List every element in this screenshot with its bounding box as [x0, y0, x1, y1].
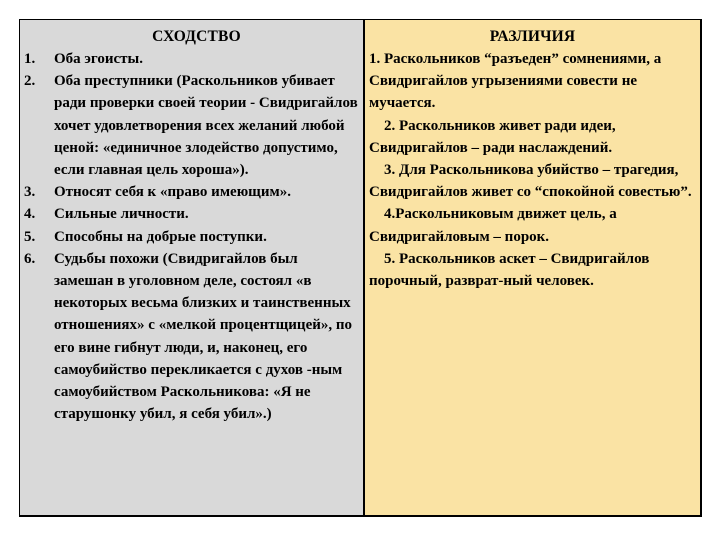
- similarity-item: [20, 248, 363, 426]
- differences-column: [365, 20, 700, 515]
- similarities-heading: СХОДСТВО: [152, 28, 241, 45]
- similarities-column: [20, 20, 365, 515]
- similarity-item: [20, 48, 363, 70]
- item-text: Относят себя к «право имеющим».: [54, 184, 291, 201]
- item-text: Способны на добрые поступки.: [54, 228, 267, 245]
- similarity-item: [20, 70, 363, 181]
- item-number: 6.: [24, 250, 36, 267]
- item-number: 4.: [24, 206, 36, 223]
- similarities-list: [20, 48, 363, 425]
- differences-heading: РАЗЛИЧИЯ: [489, 28, 576, 45]
- difference-paragraph: 5. Раскольников аскет – Свидригайлов порочный, разврат-ный человек.: [369, 250, 650, 290]
- item-text: Сильные личности.: [54, 206, 189, 223]
- similarity-item: [20, 226, 363, 248]
- item-number: 3.: [24, 184, 36, 201]
- item-number: 2.: [24, 73, 36, 90]
- difference-paragraph: 3. Для Раскольникова убийство – трагедия, Свидригайлов живет со “спокойной совестью”.: [369, 162, 692, 201]
- item-text: Оба эгоисты.: [54, 51, 143, 67]
- similarity-item: [20, 181, 363, 203]
- difference-paragraph: 1. Раскольников “разъеден” сомнениями, а Свидригайлов угрызениями совести не мучается.: [369, 51, 662, 112]
- similarity-item: [20, 203, 363, 225]
- item-text: Судьбы похожи (Свидригайлов был замешан в уголовном деле, состоял «в некоторых весьма близких и таинственных отношениях» с «мелкой процентщицей», по его вине гибнут люди, и, наконец, его самоубийство перекликается с духов -ным самоубийством Раскольникова: «Я не старушонку убил, я себя убил».): [54, 250, 353, 423]
- item-number: 1.: [24, 51, 36, 67]
- difference-paragraph: 4.Раскольниковым движет цель, а Свидригайловым – порок.: [369, 206, 617, 245]
- item-text: Оба преступники (Раскольников убивает ради проверки своей теории - Свидригайлов хочет удовлетворения всех желаний любой ценой: «единичное злодейство допустимо, если главная цель хороша»).: [54, 73, 358, 179]
- item-number: 5.: [24, 228, 36, 245]
- difference-paragraph: 2. Раскольников живет ради идеи, Свидригайлов – ради наслаждений.: [369, 117, 616, 156]
- comparison-table: [19, 19, 702, 517]
